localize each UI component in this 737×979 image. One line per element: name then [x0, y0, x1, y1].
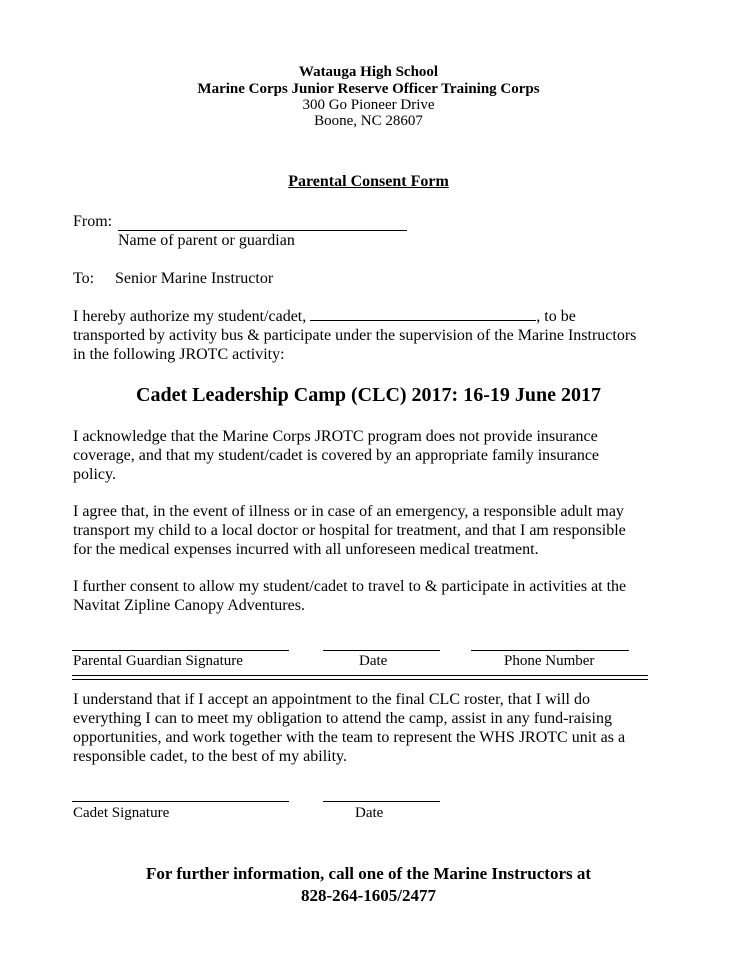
emergency-line-2: transport my child to a local doctor or hospital for treatment, and that I am responsible — [73, 522, 626, 539]
authorization-line-2: transported by activity bus & participate under the supervision of the Marine Instructors — [73, 327, 637, 344]
cadet-signature-field[interactable] — [72, 801, 289, 802]
cadet-line-4: responsible cadet, to the best of my ability. — [73, 748, 348, 765]
parent-date-label: Date — [359, 653, 388, 669]
address-line-2: Boone, NC 28607 — [314, 113, 423, 129]
authorization-line-1 — [73, 307, 576, 326]
program-name: Marine Corps Junior Reserve Officer Training Corps — [197, 81, 540, 97]
from-label: From: — [73, 213, 113, 230]
cadet-line-1: I understand that if I accept an appointment to the final CLC roster, that I will do — [73, 691, 590, 708]
parent-date-field[interactable] — [323, 650, 440, 651]
form-title: Parental Consent Form — [288, 173, 449, 190]
school-name: Watauga High School — [298, 64, 439, 80]
address-line-1: 300 Go Pioneer Drive — [302, 97, 435, 113]
cadet-line-3: opportunities, and work together with the team to represent the WHS JROTC unit as a — [73, 729, 626, 746]
authorization-end: , to be — [536, 308, 576, 325]
cadet-line-2: everything I can to meet my obligation to attend the camp, assist in any fund-raising — [73, 710, 612, 727]
to-label: To: — [73, 270, 95, 287]
parent-name-caption: Name of parent or guardian — [118, 232, 295, 249]
footer-info: For further information, call one of the Marine Instructors at — [145, 864, 592, 883]
insurance-line-1: I acknowledge that the Marine Corps JROTC program does not provide insurance — [73, 428, 598, 445]
footer-phone: 828-264-1605/2477 — [300, 886, 437, 905]
cadet-date-field[interactable] — [323, 801, 440, 802]
authorization-line-3: in the following JROTC activity: — [73, 346, 285, 363]
emergency-line-1: I agree that, in the event of illness or in case of an emergency, a responsible adult may — [73, 503, 624, 520]
parent-signature-label: Parental Guardian Signature — [73, 653, 243, 669]
travel-line-1: I further consent to allow my student/cadet to travel to & participate in activities at the — [73, 578, 627, 595]
section-divider — [72, 675, 648, 680]
insurance-line-2: coverage, and that my student/cadet is covered by an appropriate family insurance — [73, 447, 600, 464]
parent-signature-field[interactable] — [72, 650, 289, 651]
phone-number-field[interactable] — [471, 650, 629, 651]
student-name-field[interactable] — [310, 308, 536, 321]
emergency-line-3: for the medical expenses incurred with all unforeseen medical treatment. — [73, 541, 539, 558]
travel-line-2: Navitat Zipline Canopy Adventures. — [73, 597, 305, 614]
phone-number-label: Phone Number — [504, 653, 595, 669]
to-recipient: Senior Marine Instructor — [115, 270, 274, 287]
insurance-line-3: policy. — [73, 466, 116, 483]
event-title: Cadet Leadership Camp (CLC) 2017: 16-19 June 2017 — [136, 384, 601, 406]
cadet-date-label: Date — [355, 805, 384, 821]
cadet-signature-label: Cadet Signature — [73, 805, 170, 821]
authorization-start: I hereby authorize my student/cadet, — [73, 308, 307, 325]
